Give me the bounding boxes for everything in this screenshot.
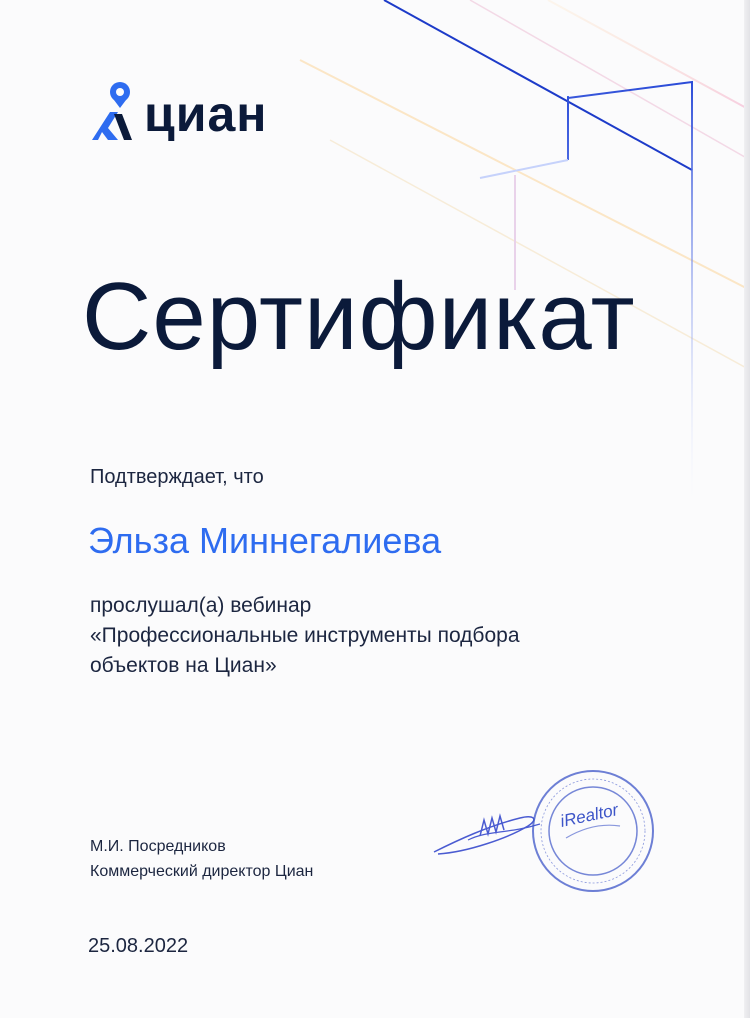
webinar-line-1: прослушал(а) вебинар (90, 594, 312, 617)
recipient-name: Эльза Миннегалиева (88, 520, 442, 561)
webinar-line-3: объектов на Циан» (90, 654, 277, 677)
webinar-line-2: «Профессиональные инструменты подбора (90, 624, 520, 647)
issue-date: 25.08.2022 (88, 935, 189, 957)
cian-logo (88, 78, 267, 144)
certificate-title: Сертификат (82, 263, 636, 370)
confirms-text: Подтверждает, что (90, 466, 264, 488)
company-stamp (528, 766, 658, 896)
page-edge (744, 0, 750, 1018)
signer-position: Коммерческий директор Циан (90, 863, 314, 880)
signer-block (90, 834, 313, 884)
stamp-label: iRealtor (558, 800, 620, 831)
location-person-icon (88, 78, 136, 144)
logo-wordmark: циан (144, 86, 268, 142)
signer-name: М.И. Посредников (90, 838, 226, 855)
webinar-description (90, 591, 520, 681)
